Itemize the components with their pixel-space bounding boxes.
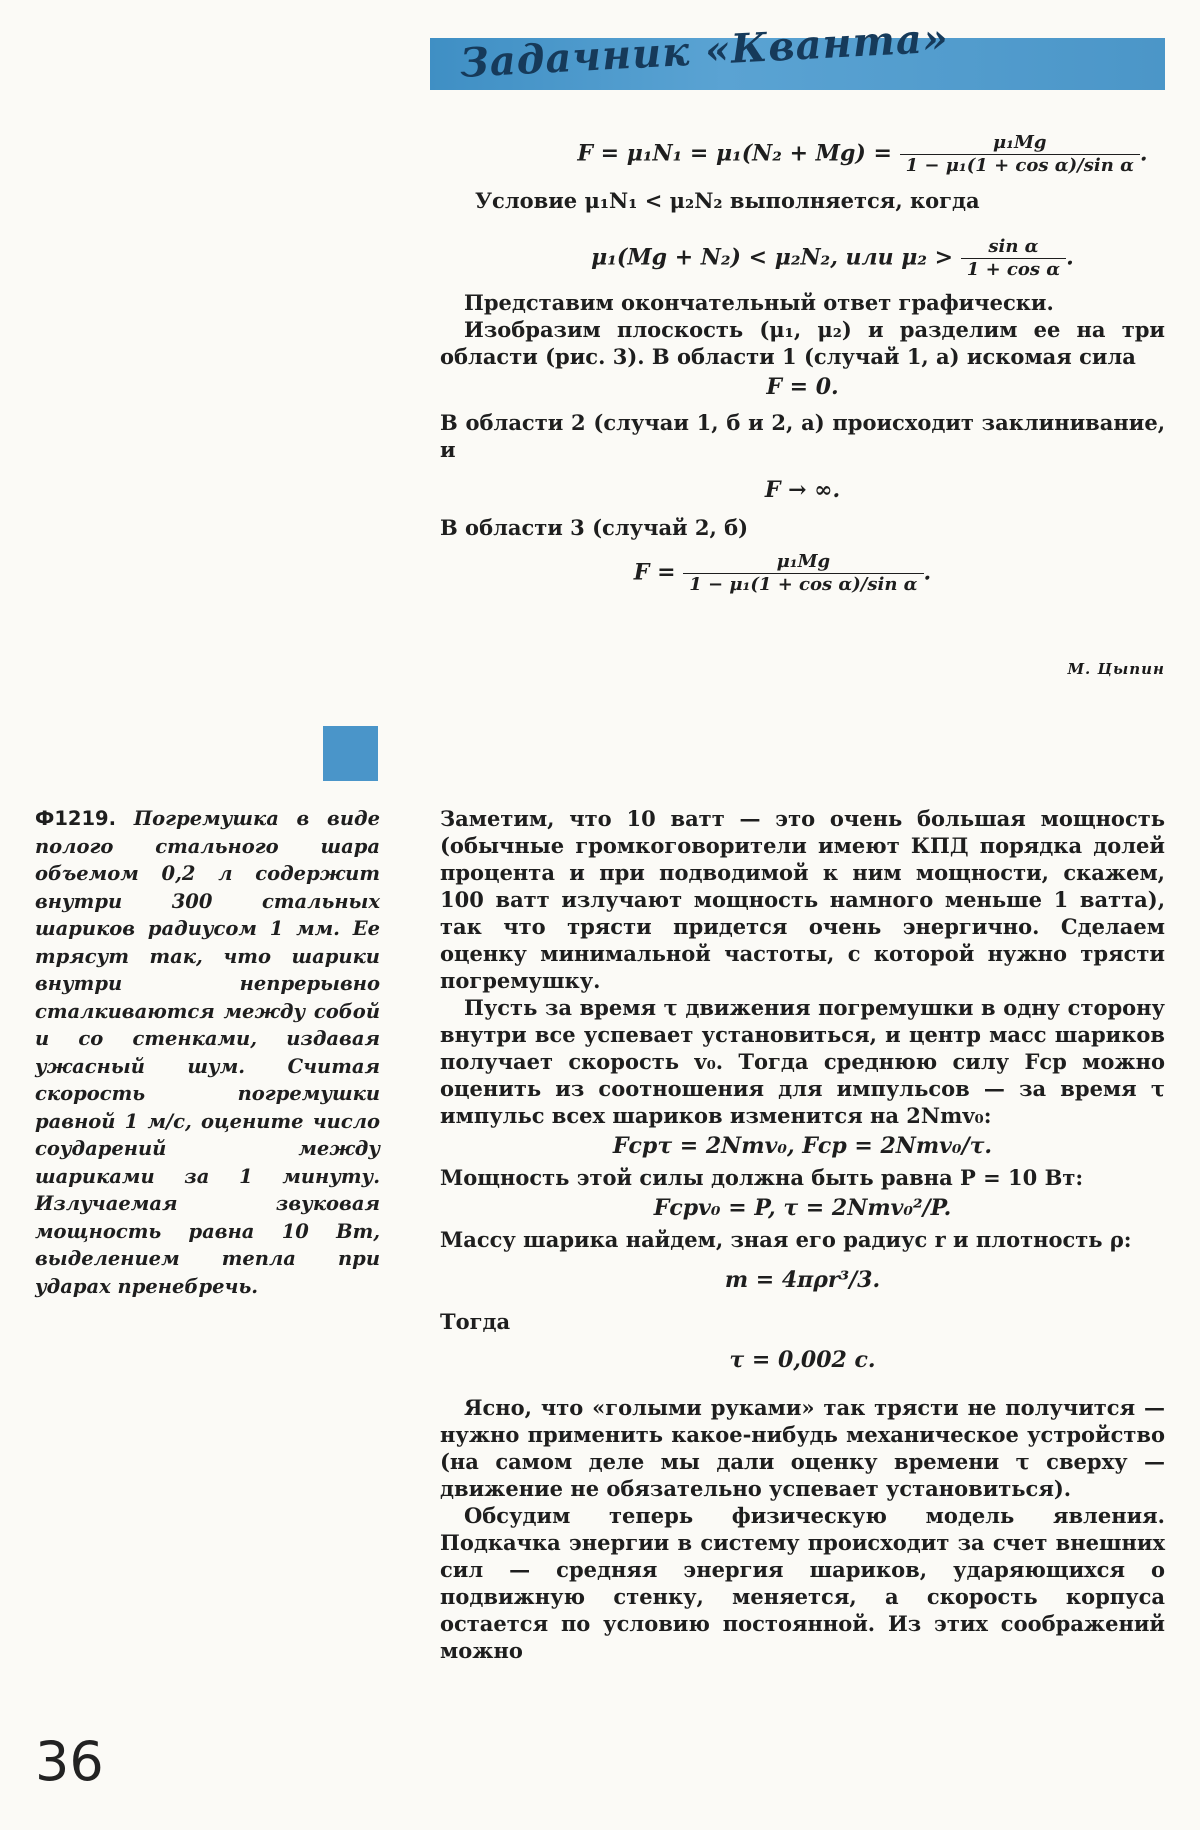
equation: F → ∞. [764,477,841,503]
equation: m = 4πρr³/3. [724,1267,881,1293]
paragraph: Массу шарика найдем, зная его радиус r и плотность ρ: [440,1227,1132,1252]
paragraph: Обсудим теперь физическую модель явления. Подкачка энергии в систему происходит за счет внешних сил — средняя энергия шариков, ударяющихся о подвижную стенку, меняется, а скорость корпуса остается по условию постоянной. Из этих соображений можно [440,1503,1165,1663]
equation: F = 0. [766,374,839,400]
section-banner [430,14,1165,90]
paragraph: В области 3 (случай 2, б) [440,515,749,540]
fraction: $\frac{\text{sin α}}{\text{1 + cos α}}$ [961,236,1066,281]
equation-answer: F = $\frac{\text{μ₁Mg}}{\text{1 − μ₁(1 + cos α)/sin α}}$ . [633,551,932,595]
fraction: $\frac{\text{μ₁Mg}}{\text{1 − μ₁(1 + cos α)/sin α}}$ [900,132,1140,177]
equation-condition: μ₁(Mg + N₂) < μ₂N₂, или μ₂ > $\frac{\text{sin α}}{\text{1 + cos α}}$ . [591,236,1074,280]
paragraph: Тогда [440,1309,511,1334]
solution [440,805,1165,1664]
fraction: $\frac{\text{μ₁Mg}}{\text{1 − μ₁(1 + cos α)/sin α}}$ [683,551,923,596]
paragraph: Пусть за время τ движения погремушки в одну сторону внутри все успевает установиться, и центр масс шариков получает скорость v₀. Тогда среднюю силу Fср можно оценить из соотношения для импульсов — за время τ импульс всех шариков изменится на 2Nmv₀: [440,995,1165,1128]
paragraph: Изобразим плоскость (μ₁, μ₂) и разделим ее на три области (рис. 3). В области 1 (случай 1, а) искомая сила [440,317,1165,369]
problem-statement [35,805,380,1300]
page-number: 36 [35,1730,104,1793]
paragraph: Заметим, что 10 ватт — это очень большая мощность (обычные громкоговорители имеют КПД порядка долей процента и при подводимой к ним мощности, скажем, 100 ватт излучают мощность намного меньше 1 ватта), так что трясти придется очень энергично. Сделаем оценку минимальной частоты, с которой нужно трясти погремушку. [440,806,1165,993]
paragraph: Ясно, что «голыми руками» так трясти не получится — нужно применить какое-нибудь механическое устройство (на самом деле мы дали оценку времени τ сверху — движение не обязательно успевает установиться). [440,1395,1165,1501]
equation-force: F = μ₁N₁ = μ₁(N₂ + Mg) = $\frac{\text{μ₁Mg}}{\text{1 − μ₁(1 + cos α)/sin α}}$ . [577,132,1148,176]
paragraph: Условие μ₁N₁ < μ₂N₂ выполняется, когда [475,188,980,213]
banner-title: Задачник «Кванта» [458,14,950,87]
equation: Fсрv₀ = P, τ = 2Nmv₀²/P. [653,1195,952,1221]
author-signature: М. Цыпин [1067,660,1165,678]
problem-code: Ф1219. [35,807,117,830]
equation: τ = 0,002 с. [729,1347,876,1373]
paragraph: Представим окончательный ответ графически. [464,290,1054,315]
section-marker [323,726,378,781]
equation: Fсрτ = 2Nmv₀, Fср = 2Nmv₀/τ. [612,1133,993,1159]
previous-solution [440,132,1165,596]
problem-text: Погремушка в виде полого стального шара объемом 0,2 л содержит внутри 300 стальных шариков радиусом 1 мм. Ее трясут так, что шарики внутри непрерывно сталкиваются между собой и со стенками, издавая ужасный шум. Считая скорость погремушки равной 1 м/с, оцените число соударений между шариками за 1 минуту. Излучаемая звуковая мощность равна 10 Вт, выделением тепла при ударах пренебречь. [35,807,380,1298]
paragraph: Мощность этой силы должна быть равна P = 10 Вт: [440,1165,1084,1190]
paragraph: В области 2 (случаи 1, б и 2, а) происходит заклинивание, и [440,410,1165,462]
